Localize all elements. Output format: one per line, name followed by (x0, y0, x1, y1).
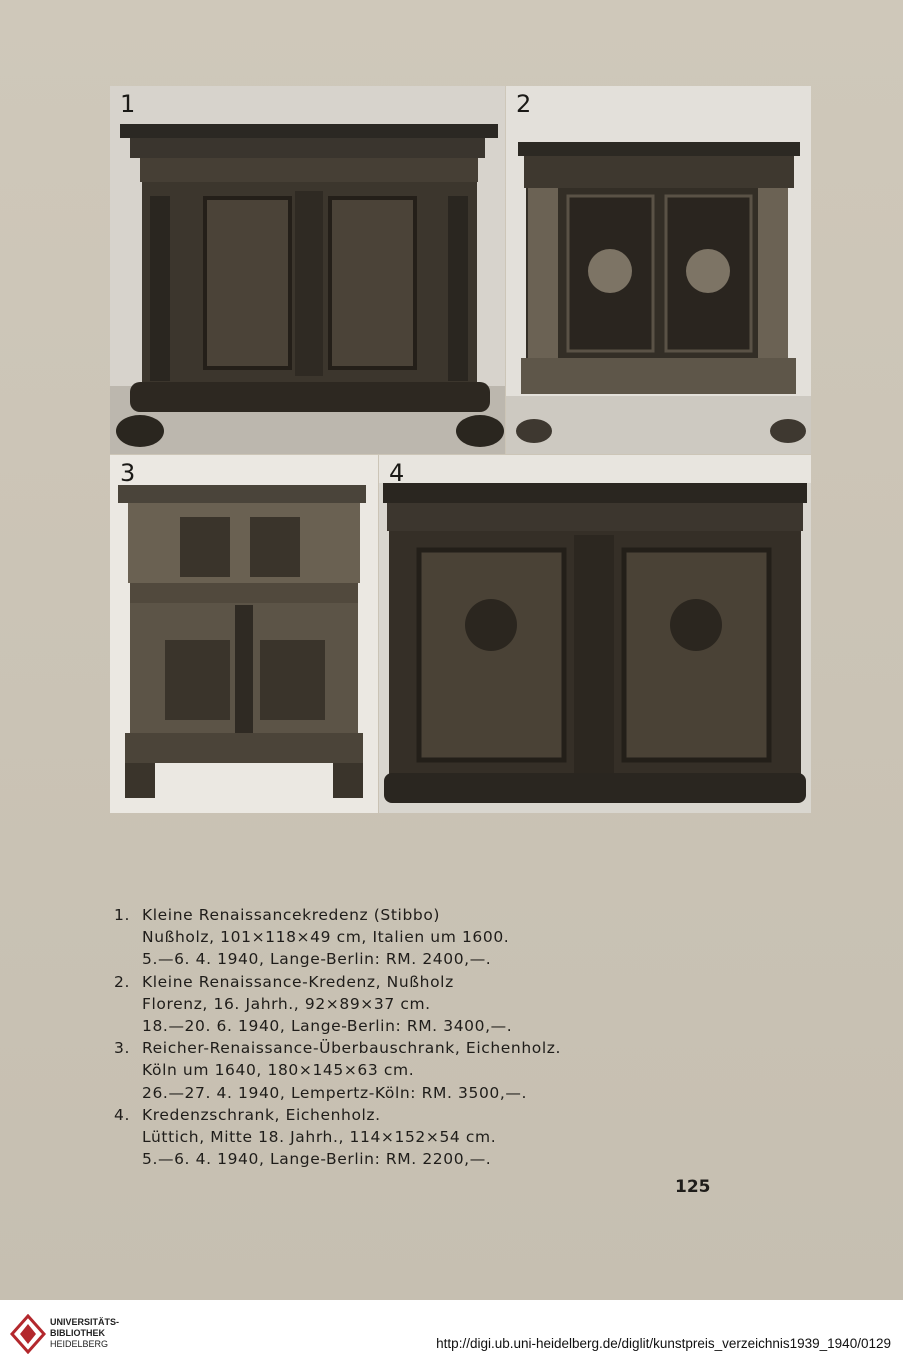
plate-number: 4 (389, 459, 405, 487)
caption-line: Florenz, 16. Jahrh., 92×89×37 cm. (142, 994, 431, 1013)
library-name-line: BIBLIOTHEK (50, 1328, 105, 1338)
captions (108, 904, 728, 1170)
page-number: 125 (675, 1177, 711, 1197)
caption-line: 5.—6. 4. 1940, Lange-Berlin: RM. 2200,—. (142, 1150, 492, 1169)
plate-3-photo (110, 455, 378, 813)
caption-entry-4 (108, 1104, 728, 1171)
plate-2-photo (506, 86, 811, 454)
library-name-line: HEIDELBERG (50, 1339, 109, 1349)
caption-number: 4. (114, 1105, 130, 1124)
plate-1-photo (110, 86, 505, 454)
cabinet-3-image (110, 455, 378, 813)
caption-line: Kleine Renaissance-Kredenz, Nußholz (142, 972, 454, 991)
caption-entry-2 (108, 971, 728, 1038)
plate-number: 1 (120, 90, 136, 118)
cabinet-2-image (506, 86, 811, 454)
caption-line: Kredenzschrank, Eichenholz. (142, 1105, 381, 1124)
plate-number: 3 (120, 459, 136, 487)
cabinet-1-image (110, 86, 505, 454)
caption-line: Lüttich, Mitte 18. Jahrh., 114×152×54 cm. (142, 1128, 497, 1147)
caption-number: 2. (114, 972, 130, 991)
source-url-link[interactable]: http://digi.ub.uni-heidelberg.de/diglit/kunstpreis_verzeichnis1939_1940/0129 (436, 1336, 891, 1351)
caption-line: Reicher-Renaissance-Überbauschrank, Eichenholz. (142, 1039, 562, 1058)
caption-line: Köln um 1640, 180×145×63 cm. (142, 1061, 415, 1080)
plate-4-photo (379, 455, 811, 813)
caption-number: 1. (114, 906, 130, 924)
library-name-line: UNIVERSITÄTS- (50, 1317, 120, 1327)
caption-line: 5.—6. 4. 1940, Lange-Berlin: RM. 2400,—. (142, 950, 492, 969)
caption-line: 18.—20. 6. 1940, Lange-Berlin: RM. 3400,—. (142, 1017, 513, 1036)
caption-line: Kleine Renaissancekredenz (Stibbo) (142, 906, 441, 924)
cabinet-4-image (379, 455, 811, 813)
caption-line: 26.—27. 4. 1940, Lempertz-Köln: RM. 3500,—. (142, 1083, 528, 1102)
caption-entry-3 (108, 1037, 728, 1104)
caption-line: Nußholz, 101×118×49 cm, Italien um 1600. (142, 928, 510, 947)
caption-entry-1 (108, 904, 728, 971)
caption-number: 3. (114, 1039, 130, 1058)
library-logo-icon (8, 1314, 48, 1354)
plate-number: 2 (516, 90, 532, 118)
footer-bar (0, 1300, 903, 1367)
library-name (50, 1317, 119, 1350)
